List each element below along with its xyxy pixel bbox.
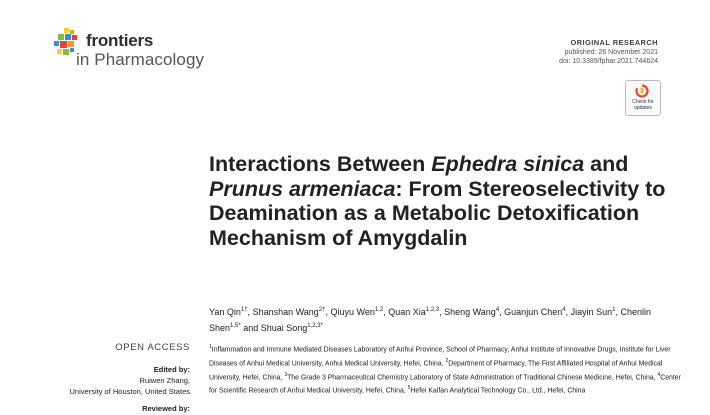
author-separator: , [499,307,505,317]
title-part: and [584,152,629,176]
title-italic-species-1: Ephedra sinica [431,152,585,176]
affiliations [209,342,684,397]
publish-date: published: 26 November 2021 [564,48,658,56]
affiliation-number: 5 [407,385,411,392]
author-affiliation-marker: 4 [562,307,566,313]
author-affiliation-marker: 1,5 [230,322,239,329]
check-updates-label-line1: Check for [632,99,654,105]
edited-by-heading: Edited by: [153,365,190,374]
author-affiliation-marker: 1,2,3 [307,322,321,329]
author-separator: , [247,307,253,317]
affiliation-number: 2 [445,357,449,364]
affiliation-number: 1 [209,344,212,350]
title-part: Interactions Between [209,152,432,176]
journal-name: in Pharmacology [76,50,205,69]
editor-name[interactable]: Ruiwen Zhang, [139,376,190,385]
author-affiliation-marker: 1 [612,307,616,313]
author-name[interactable]: Chenlin Shen [209,307,651,333]
corresponding-author-marker: * [320,322,323,329]
author-name[interactable]: Yan Qin [209,307,241,317]
affiliation-text: The Grade 3 Pharmaceutical Chemistry Laboratory of State Administration of Traditional Chinese Medicine, Hefei, China, [287,373,658,381]
author-list [209,304,679,335]
affiliation-text: Inflammation and Immune Mediated Diseases Laboratory of Anhui Province, School of Pharmacy, Anhui Institute of Innovative Drugs, Institute for Liver Diseases of Anhui Medical University, Anhui Medical University, Hefei, China, [209,346,671,368]
corresponding-author-marker: * [238,322,241,329]
reviewed-by-heading: Reviewed by: [142,404,190,413]
affiliation-text: Hefei Kaifan Analytical Technology Co., Ltd., Hefei, China [410,387,586,395]
affiliation-number: 4 [657,371,661,378]
logo-wordmark: frontiers [86,31,154,50]
affiliation-number: 3 [284,371,288,378]
author-separator: , [565,307,571,317]
author-separator: , [325,307,331,317]
article-type: ORIGINAL RESEARCH [570,38,658,47]
author-name[interactable]: Qiuyu Wen [330,307,375,317]
doi-link[interactable]: doi: 10.3389/fphar.2021.744624 [559,58,658,65]
check-updates-label-line2: updates [634,105,652,111]
title-italic-species-2: Prunus armeniaca [209,176,396,201]
check-for-updates-button[interactable] [625,80,661,116]
author-affiliation-marker: 1† [240,307,248,313]
author-affiliation-marker: 1,2,3 [425,307,440,313]
author-name[interactable]: Guanjun Chen [504,307,563,317]
author-separator: and [240,322,261,333]
affiliation-text: Department of Pharmacy, The First Affiliated Hospital of Anhui Medical University, Hefei, China, [209,360,663,381]
check-updates-icon [635,84,649,98]
author-separator: , [615,307,621,317]
author-affiliation-marker: 4 [495,307,500,313]
author-name[interactable]: Shuai Song [260,322,308,333]
affiliation-text: Center for Scientific Research of Anhui Medical University, Hefei, China, [209,373,681,395]
article-meta [559,38,658,67]
author-name[interactable]: Shanshan Wang [252,307,319,317]
article-title [209,152,679,250]
author-separator: , [439,307,445,317]
open-access-label: OPEN ACCESS [115,342,190,353]
author-affiliation-marker: 2† [318,307,326,313]
author-name[interactable]: Sheng Wang [444,307,496,317]
author-name[interactable]: Jiayin Sun [570,307,613,317]
author-separator: , [383,307,389,317]
editor-affiliation: University of Houston, United States [69,387,190,396]
author-affiliation-marker: 1,2 [374,307,384,313]
author-name[interactable]: Quan Xia [388,307,426,317]
title-part: : From Stereoselectivity to Deamination as a Metabolic Detoxification Mechanism of Amygdalin [209,176,666,250]
